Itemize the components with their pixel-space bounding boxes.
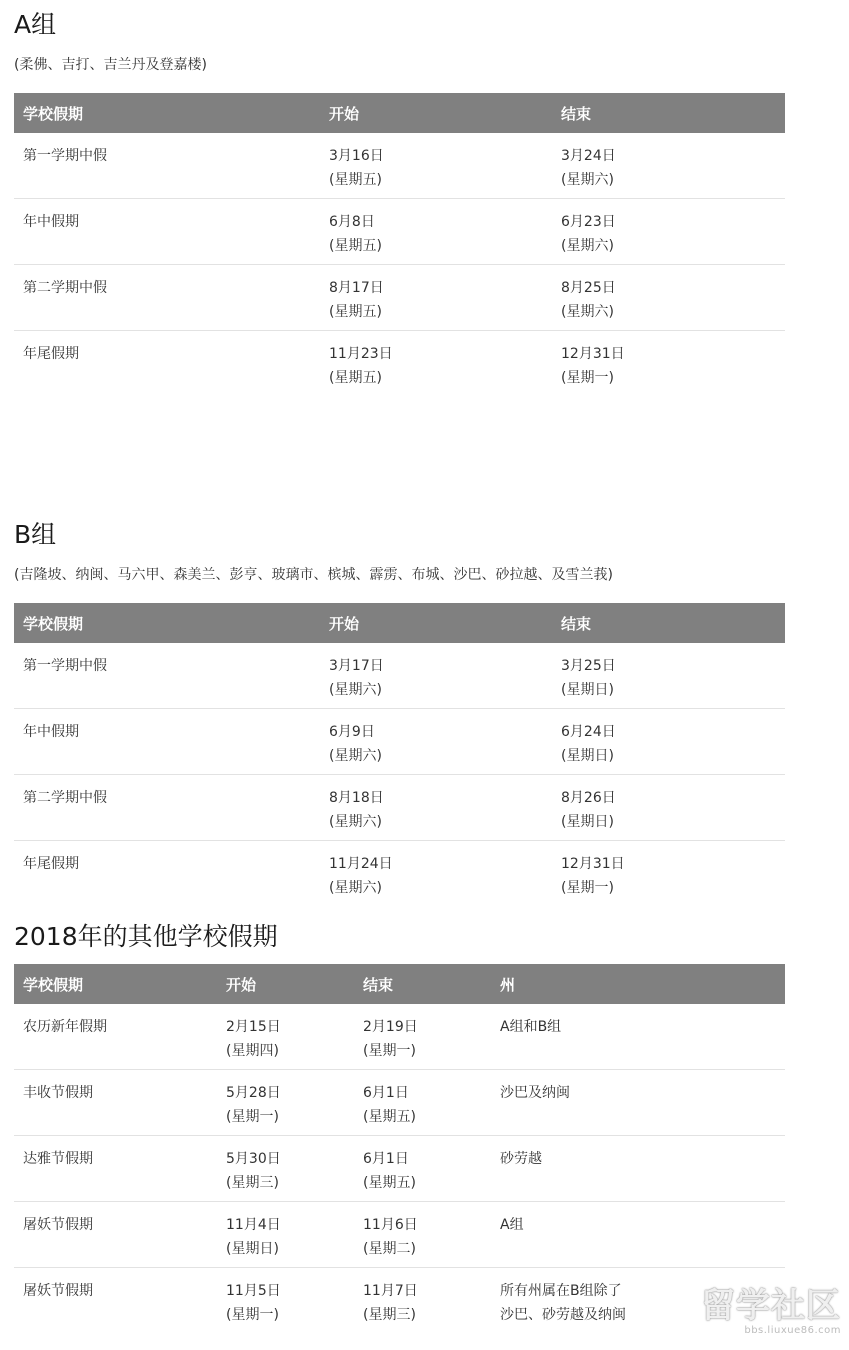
holiday-name: 第二学期中假	[14, 265, 320, 331]
end-date: 3月24日	[561, 148, 616, 164]
start-date: 8月17日	[329, 280, 384, 296]
holiday-name: 年尾假期	[23, 856, 79, 872]
end-weekday: (星期二)	[363, 1241, 416, 1257]
end-weekday: (星期五)	[363, 1109, 416, 1125]
end-cell	[552, 709, 785, 775]
end-date: 6月1日	[363, 1085, 409, 1101]
end-weekday: (星期三)	[363, 1307, 416, 1323]
start-date: 6月9日	[329, 724, 375, 740]
start-date: 5月28日	[226, 1085, 281, 1101]
state-cell	[491, 1202, 785, 1268]
holiday-name: 年尾假期	[23, 346, 79, 362]
start-weekday: (星期五)	[329, 238, 382, 254]
start-date: 2月15日	[226, 1019, 281, 1035]
start-date: 5月30日	[226, 1151, 281, 1167]
end-cell	[354, 1070, 491, 1136]
end-cell	[552, 775, 785, 841]
end-cell	[552, 841, 785, 907]
state-line: A组和B组	[500, 1019, 562, 1035]
end-weekday: (星期五)	[363, 1175, 416, 1191]
group-a-table	[14, 93, 785, 396]
table-row	[14, 709, 785, 775]
end-date: 12月31日	[561, 856, 625, 872]
state-line: 沙巴及纳闽	[500, 1085, 570, 1101]
header-end: 结束	[354, 964, 491, 1004]
end-weekday: (星期六)	[561, 304, 614, 320]
holiday-name: 屠妖节假期	[23, 1283, 93, 1299]
state-line: A组	[500, 1217, 524, 1233]
header-holiday: 学校假期	[14, 964, 217, 1004]
holiday-name: 屠妖节假期	[14, 1202, 217, 1268]
start-weekday: (星期一)	[226, 1109, 279, 1125]
state-line: 所有州属在B组除了	[500, 1283, 622, 1299]
state-cell	[491, 1070, 785, 1136]
holiday-name: 第一学期中假	[14, 133, 320, 199]
start-date: 3月16日	[329, 148, 384, 164]
start-weekday: (星期五)	[329, 304, 382, 320]
end-cell	[552, 199, 785, 265]
table-row	[14, 1004, 785, 1070]
table-row	[14, 1136, 785, 1202]
header-holiday: 学校假期	[14, 603, 320, 643]
holiday-name: 年中假期	[14, 199, 320, 265]
other-holidays-table	[14, 964, 785, 1333]
end-date: 6月24日	[561, 724, 616, 740]
start-date: 11月5日	[226, 1283, 281, 1299]
header-start: 开始	[320, 93, 552, 133]
start-cell	[320, 199, 552, 265]
end-date: 8月25日	[561, 280, 616, 296]
start-cell	[320, 331, 552, 397]
table-row	[14, 331, 785, 397]
end-date: 2月19日	[363, 1019, 418, 1035]
start-date: 8月18日	[329, 790, 384, 806]
end-date: 6月23日	[561, 214, 616, 230]
start-weekday: (星期六)	[329, 682, 382, 698]
start-weekday: (星期一)	[226, 1307, 279, 1323]
table-header-row	[14, 603, 785, 643]
end-cell	[354, 1136, 491, 1202]
holiday-name: 丰收节假期	[14, 1070, 217, 1136]
watermark-text: 留学社区	[701, 1286, 841, 1326]
end-cell	[552, 265, 785, 331]
end-date: 12月31日	[561, 346, 625, 362]
start-cell	[217, 1202, 354, 1268]
end-weekday: (星期六)	[561, 172, 614, 188]
end-cell	[354, 1268, 491, 1334]
start-cell	[320, 841, 552, 907]
end-cell	[552, 133, 785, 199]
group-b-states: (吉隆坡、纳闽、马六甲、森美兰、彭亨、玻璃市、槟城、霹雳、布城、沙巴、砂拉越、及雪兰莪)	[14, 567, 613, 583]
table-row	[14, 1268, 785, 1334]
start-date: 6月8日	[329, 214, 375, 230]
end-weekday: (星期一)	[363, 1043, 416, 1059]
header-holiday: 学校假期	[14, 93, 320, 133]
holiday-name: 农历新年假期	[14, 1004, 217, 1070]
start-cell	[217, 1268, 354, 1334]
start-date: 3月17日	[329, 658, 384, 674]
state-line: 沙巴、砂劳越及纳闽	[500, 1307, 626, 1323]
state-cell	[491, 1136, 785, 1202]
start-weekday: (星期日)	[226, 1241, 279, 1257]
holiday-name: 年中假期	[14, 709, 320, 775]
start-weekday: (星期六)	[329, 880, 382, 896]
end-weekday: (星期日)	[561, 814, 614, 830]
start-date: 11月24日	[329, 856, 393, 872]
table-header-row	[14, 964, 785, 1004]
header-start: 开始	[320, 603, 552, 643]
end-cell	[552, 331, 785, 397]
holiday-name: 第一学期中假	[14, 643, 320, 709]
table-row	[14, 643, 785, 709]
end-weekday: (星期一)	[561, 370, 614, 386]
start-date: 11月4日	[226, 1217, 281, 1233]
start-cell	[217, 1004, 354, 1070]
table-row	[14, 199, 785, 265]
start-cell	[217, 1136, 354, 1202]
end-weekday: (星期日)	[561, 748, 614, 764]
start-weekday: (星期五)	[329, 172, 382, 188]
start-date: 11月23日	[329, 346, 393, 362]
watermark-url: bbs.liuxue86.com	[744, 1325, 841, 1336]
start-cell	[320, 265, 552, 331]
holiday-name: 第二学期中假	[14, 775, 320, 841]
start-weekday: (星期五)	[329, 370, 382, 386]
state-line: 砂劳越	[500, 1151, 542, 1167]
holiday-name: 达雅节假期	[14, 1136, 217, 1202]
table-row	[14, 775, 785, 841]
header-state: 州	[491, 964, 785, 1004]
header-start: 开始	[217, 964, 354, 1004]
start-cell	[320, 775, 552, 841]
start-cell	[320, 133, 552, 199]
group-b-title: B组	[14, 520, 57, 549]
table-header-row	[14, 93, 785, 133]
table-row	[14, 1070, 785, 1136]
end-cell	[354, 1202, 491, 1268]
end-cell	[354, 1004, 491, 1070]
table-row	[14, 133, 785, 199]
group-b-table	[14, 603, 785, 906]
end-weekday: (星期日)	[561, 682, 614, 698]
start-weekday: (星期四)	[226, 1043, 279, 1059]
group-a-states: (柔佛、吉打、吉兰丹及登嘉楼)	[14, 57, 207, 73]
table-row	[14, 1202, 785, 1268]
other-holidays-title: 2018年的其他学校假期	[14, 922, 278, 951]
table-row	[14, 265, 785, 331]
state-cell	[491, 1004, 785, 1070]
watermark-logo	[681, 1288, 841, 1340]
group-a-title: A组	[14, 10, 57, 39]
end-weekday: (星期六)	[561, 238, 614, 254]
end-cell	[552, 643, 785, 709]
start-cell	[217, 1070, 354, 1136]
header-end: 结束	[552, 603, 785, 643]
end-date: 6月1日	[363, 1151, 409, 1167]
start-cell	[320, 643, 552, 709]
end-date: 3月25日	[561, 658, 616, 674]
start-weekday: (星期六)	[329, 748, 382, 764]
start-weekday: (星期六)	[329, 814, 382, 830]
header-end: 结束	[552, 93, 785, 133]
end-date: 11月6日	[363, 1217, 418, 1233]
table-row	[14, 841, 785, 907]
end-weekday: (星期一)	[561, 880, 614, 896]
end-date: 11月7日	[363, 1283, 418, 1299]
end-date: 8月26日	[561, 790, 616, 806]
start-weekday: (星期三)	[226, 1175, 279, 1191]
start-cell	[320, 709, 552, 775]
